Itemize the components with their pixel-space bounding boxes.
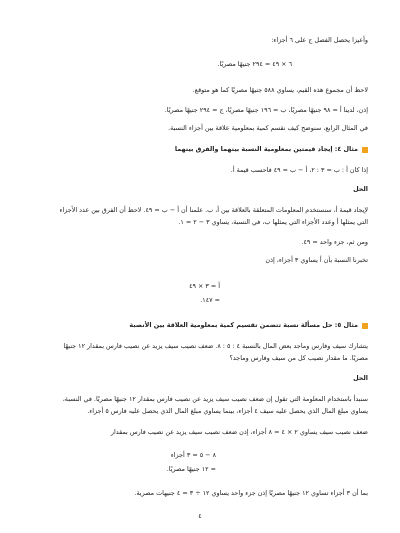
example-4-title: مثال ٤: إيجاد قيمتين بمعلومية النسبة بينهما والفرق بينهما	[174, 145, 358, 153]
text-line: يساوي مبلغ المال الذي يحصل عليه سيف ٤ أجزاء، بينما يساوي مبلغ المال الذي يحصل عليه فارس ٥ أجزاء.	[87, 407, 368, 415]
page-number: ٤	[198, 512, 202, 520]
text-line: مصريًا. ما مقدار نصيب كل من سيف وفارس وماجد؟	[229, 354, 368, 362]
text-line: ومن ثم، جزء واحد = ٤٩.	[301, 238, 368, 246]
example-4-heading	[175, 145, 368, 155]
text-line: لاحظ أن مجموع هذه القيم، يساوي ٥٨٨ جنيهًا مصريًا كما هو متوقع.	[192, 86, 368, 94]
example-4-question: إذا كان أ : ب = ٣ : ٢، أ − ب = ٤٩ فاحسب قيمة أ.	[230, 166, 368, 174]
equation: ٨ − ٥ = ٣ أجزاء	[170, 451, 216, 459]
text-line: ضعف نصيب سيف يساوي ٢ × ٤ = ٨ أجزاء، إذن ضعف نصيب سيف يزيد عن نصيب فارس بمقدار	[110, 428, 368, 436]
equation: ٦ × ٤٩ = ٢٩٤ جنيهًا مصريًا.	[217, 60, 292, 68]
bullet-square-icon	[362, 147, 368, 153]
text-line: وأعيزا يحصل الفصل ج على ٦ أجزاء:	[271, 36, 368, 44]
text-line: سنبدأ باستخدام المعلومة التي تقول إن ضعف نصيب سيف يزيد عن نصيب فارس بمقدار ١٢ جنيهًا مصريًا. في النسبة،	[62, 395, 368, 403]
equation: أ = ٣ × ٤٩	[189, 282, 220, 290]
example-5-heading	[129, 321, 368, 331]
text-line: بما أن ٣ أجزاء تساوي ١٢ جنيهًا مصريًا إذن جزء واحد يساوي ١٢ ÷ ٣ = ٤ جنيهات مصرية.	[134, 489, 368, 497]
bullet-square-icon	[362, 323, 368, 329]
solution-label: الحل	[353, 185, 368, 193]
text-line: في المثال الرابع، سنوضح كيف نقسم كمية بمعلومية علاقة بين أجزاء النسبة.	[168, 124, 368, 132]
text-line: إذن، لدينا أ = ٩٨ جنيهًا مصريًا، ب = ١٩٦ جنيهًا مصريًا، ج = ٢٩٤ جنيهًا مصريًا.	[164, 106, 368, 114]
text-line: لإيجاد قيمة أ، سنستخدم المعلومات المتعلقة بالعلاقة بين أ، ب. علمنا أن أ − ب = ٤٩. لاحظ أن الفرق بين عدد الأجزاء	[59, 206, 368, 214]
text-line: يتشارك سيف وفارس وماجد بعض المال بالنسبة ٤ : ٥ : ٨. ضعف نصيب سيف يزيد عن نصيب فارس بمقدار ١٢ جنيهًا	[63, 342, 368, 350]
example-5-title: مثال ٥: حل مسألة نسبة تتضمن تقسيم كمية بمعلومية العلاقة بين الأنصبة	[129, 321, 358, 329]
equation: = ١٤٧.	[200, 296, 220, 304]
text-line: التي يمثلها أ وعدد الأجزاء التي يمثلها ب، في النسبة، يساوي ٣ − ٢ = ١.	[178, 218, 368, 226]
solution-label: الحل	[353, 374, 368, 382]
text-line: تخبرنا النسبة بأن أ يساوي ٣ أجزاء، إذن	[265, 256, 368, 264]
equation: = ١٢ جنيهًا مصريًا.	[166, 465, 216, 473]
